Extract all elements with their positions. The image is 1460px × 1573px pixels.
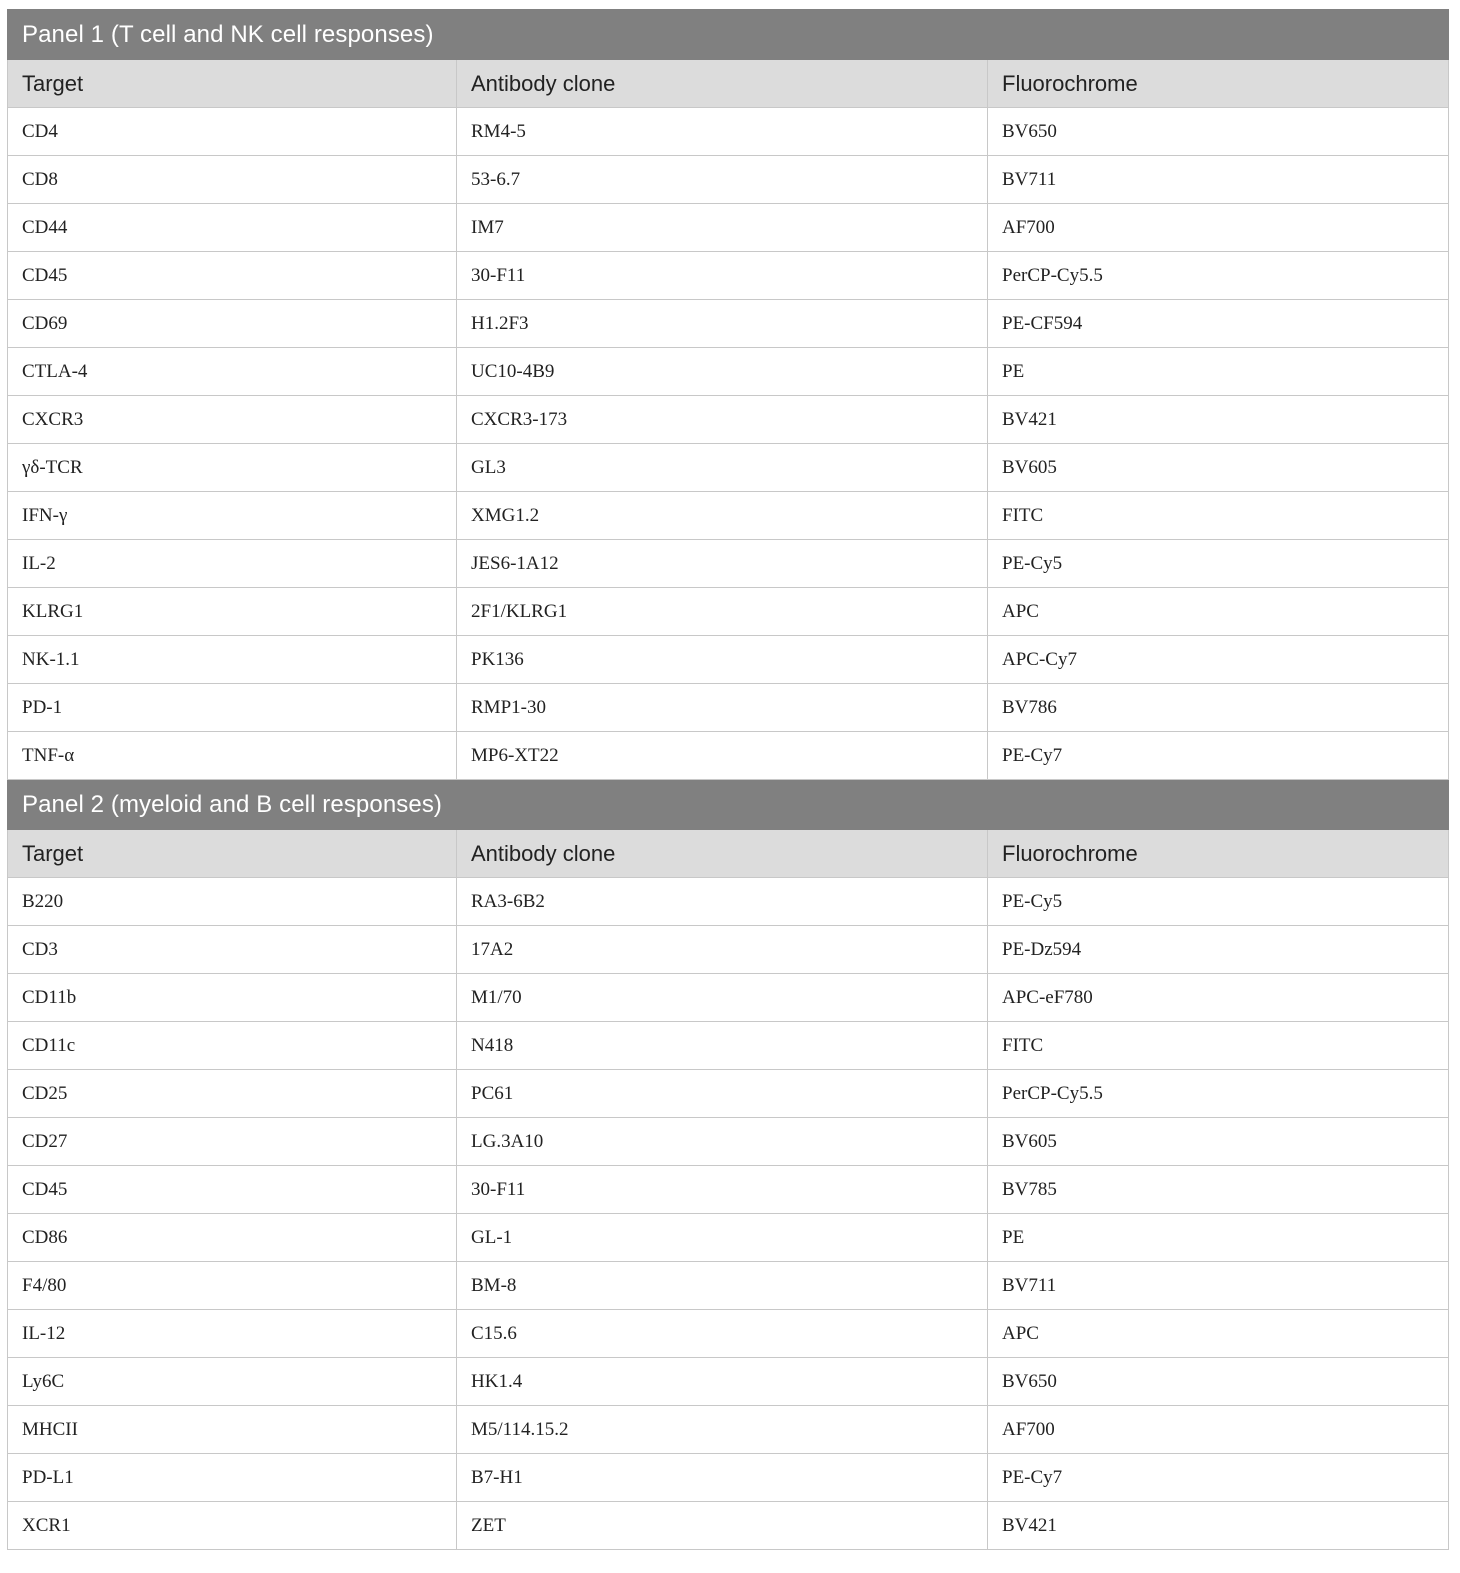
- cell-fluorochrome: PE-Cy5: [988, 878, 1449, 926]
- antibody-panel-table: [7, 9, 1449, 1550]
- cell-target: CD8: [8, 156, 457, 204]
- table-row: [8, 1358, 1449, 1406]
- table-row: [8, 1454, 1449, 1502]
- cell-fluorochrome: PerCP-Cy5.5: [988, 252, 1449, 300]
- cell-fluorochrome: PerCP-Cy5.5: [988, 1070, 1449, 1118]
- cell-antibody-clone: 17A2: [457, 926, 988, 974]
- cell-antibody-clone: GL-1: [457, 1214, 988, 1262]
- table-row: [8, 348, 1449, 396]
- cell-antibody-clone: RM4-5: [457, 108, 988, 156]
- cell-target: MHCII: [8, 1406, 457, 1454]
- cell-target: CD11c: [8, 1022, 457, 1070]
- cell-target: XCR1: [8, 1502, 457, 1550]
- cell-fluorochrome: BV785: [988, 1166, 1449, 1214]
- cell-target: CXCR3: [8, 396, 457, 444]
- table-row: [8, 1262, 1449, 1310]
- header-fluorochrome: Fluorochrome: [988, 60, 1449, 108]
- cell-antibody-clone: C15.6: [457, 1310, 988, 1358]
- cell-antibody-clone: 2F1/KLRG1: [457, 588, 988, 636]
- cell-fluorochrome: AF700: [988, 1406, 1449, 1454]
- cell-target: KLRG1: [8, 588, 457, 636]
- cell-target: CD4: [8, 108, 457, 156]
- cell-fluorochrome: PE-Cy7: [988, 1454, 1449, 1502]
- panel-title: Panel 1 (T cell and NK cell responses): [8, 10, 1449, 60]
- header-target: Target: [8, 60, 457, 108]
- cell-target: CD45: [8, 252, 457, 300]
- cell-fluorochrome: APC-Cy7: [988, 636, 1449, 684]
- table-row: [8, 492, 1449, 540]
- cell-target: CD11b: [8, 974, 457, 1022]
- cell-fluorochrome: BV421: [988, 396, 1449, 444]
- cell-antibody-clone: CXCR3-173: [457, 396, 988, 444]
- table-body: [8, 10, 1449, 1550]
- cell-target: IL-12: [8, 1310, 457, 1358]
- cell-fluorochrome: APC: [988, 588, 1449, 636]
- cell-target: NK-1.1: [8, 636, 457, 684]
- cell-target: CD3: [8, 926, 457, 974]
- cell-target: CD45: [8, 1166, 457, 1214]
- cell-antibody-clone: JES6-1A12: [457, 540, 988, 588]
- table-row: [8, 636, 1449, 684]
- table-row: [8, 252, 1449, 300]
- cell-target: CD69: [8, 300, 457, 348]
- cell-fluorochrome: BV650: [988, 108, 1449, 156]
- table-row: [8, 1070, 1449, 1118]
- column-header-row: [8, 60, 1449, 108]
- table-row: [8, 1118, 1449, 1166]
- cell-antibody-clone: UC10-4B9: [457, 348, 988, 396]
- table-row: [8, 684, 1449, 732]
- cell-fluorochrome: PE-CF594: [988, 300, 1449, 348]
- cell-target: B220: [8, 878, 457, 926]
- table-row: [8, 1214, 1449, 1262]
- cell-antibody-clone: H1.2F3: [457, 300, 988, 348]
- cell-target: Ly6C: [8, 1358, 457, 1406]
- cell-target: γδ-TCR: [8, 444, 457, 492]
- cell-antibody-clone: LG.3A10: [457, 1118, 988, 1166]
- cell-fluorochrome: BV786: [988, 684, 1449, 732]
- cell-fluorochrome: FITC: [988, 492, 1449, 540]
- table-row: [8, 588, 1449, 636]
- cell-antibody-clone: PC61: [457, 1070, 988, 1118]
- cell-target: F4/80: [8, 1262, 457, 1310]
- cell-antibody-clone: RA3-6B2: [457, 878, 988, 926]
- cell-target: CD86: [8, 1214, 457, 1262]
- cell-target: IFN-γ: [8, 492, 457, 540]
- cell-antibody-clone: M5/114.15.2: [457, 1406, 988, 1454]
- cell-antibody-clone: PK136: [457, 636, 988, 684]
- table-row: [8, 108, 1449, 156]
- cell-fluorochrome: APC: [988, 1310, 1449, 1358]
- table-row: [8, 1310, 1449, 1358]
- cell-fluorochrome: PE-Cy7: [988, 732, 1449, 780]
- cell-antibody-clone: BM-8: [457, 1262, 988, 1310]
- cell-antibody-clone: B7-H1: [457, 1454, 988, 1502]
- cell-antibody-clone: RMP1-30: [457, 684, 988, 732]
- table-row: [8, 1406, 1449, 1454]
- cell-antibody-clone: ZET: [457, 1502, 988, 1550]
- table-row: [8, 396, 1449, 444]
- table-row: [8, 1502, 1449, 1550]
- panel-title-row: [8, 10, 1449, 60]
- cell-fluorochrome: BV650: [988, 1358, 1449, 1406]
- cell-antibody-clone: HK1.4: [457, 1358, 988, 1406]
- cell-antibody-clone: M1/70: [457, 974, 988, 1022]
- cell-fluorochrome: BV605: [988, 1118, 1449, 1166]
- cell-fluorochrome: PE: [988, 348, 1449, 396]
- cell-antibody-clone: GL3: [457, 444, 988, 492]
- cell-fluorochrome: BV711: [988, 156, 1449, 204]
- cell-fluorochrome: PE: [988, 1214, 1449, 1262]
- cell-fluorochrome: PE-Cy5: [988, 540, 1449, 588]
- header-fluorochrome: Fluorochrome: [988, 830, 1449, 878]
- column-header-row: [8, 830, 1449, 878]
- table-row: [8, 540, 1449, 588]
- cell-target: CTLA-4: [8, 348, 457, 396]
- header-antibody-clone: Antibody clone: [457, 60, 988, 108]
- table-row: [8, 974, 1449, 1022]
- cell-target: CD27: [8, 1118, 457, 1166]
- header-antibody-clone: Antibody clone: [457, 830, 988, 878]
- table-row: [8, 878, 1449, 926]
- cell-target: PD-L1: [8, 1454, 457, 1502]
- cell-target: IL-2: [8, 540, 457, 588]
- table-row: [8, 300, 1449, 348]
- cell-target: PD-1: [8, 684, 457, 732]
- cell-fluorochrome: BV421: [988, 1502, 1449, 1550]
- cell-fluorochrome: AF700: [988, 204, 1449, 252]
- table-row: [8, 1166, 1449, 1214]
- cell-fluorochrome: FITC: [988, 1022, 1449, 1070]
- cell-antibody-clone: XMG1.2: [457, 492, 988, 540]
- table-row: [8, 1022, 1449, 1070]
- cell-antibody-clone: 53-6.7: [457, 156, 988, 204]
- cell-fluorochrome: APC-eF780: [988, 974, 1449, 1022]
- cell-fluorochrome: BV711: [988, 1262, 1449, 1310]
- table-row: [8, 926, 1449, 974]
- cell-antibody-clone: N418: [457, 1022, 988, 1070]
- cell-antibody-clone: 30-F11: [457, 1166, 988, 1214]
- cell-antibody-clone: IM7: [457, 204, 988, 252]
- table-row: [8, 204, 1449, 252]
- cell-antibody-clone: MP6-XT22: [457, 732, 988, 780]
- cell-target: CD25: [8, 1070, 457, 1118]
- cell-fluorochrome: BV605: [988, 444, 1449, 492]
- table-row: [8, 444, 1449, 492]
- cell-target: TNF-α: [8, 732, 457, 780]
- cell-target: CD44: [8, 204, 457, 252]
- cell-fluorochrome: PE-Dz594: [988, 926, 1449, 974]
- cell-antibody-clone: 30-F11: [457, 252, 988, 300]
- panel-title: Panel 2 (myeloid and B cell responses): [8, 780, 1449, 830]
- table-row: [8, 732, 1449, 780]
- header-target: Target: [8, 830, 457, 878]
- panel-title-row: [8, 780, 1449, 830]
- table-row: [8, 156, 1449, 204]
